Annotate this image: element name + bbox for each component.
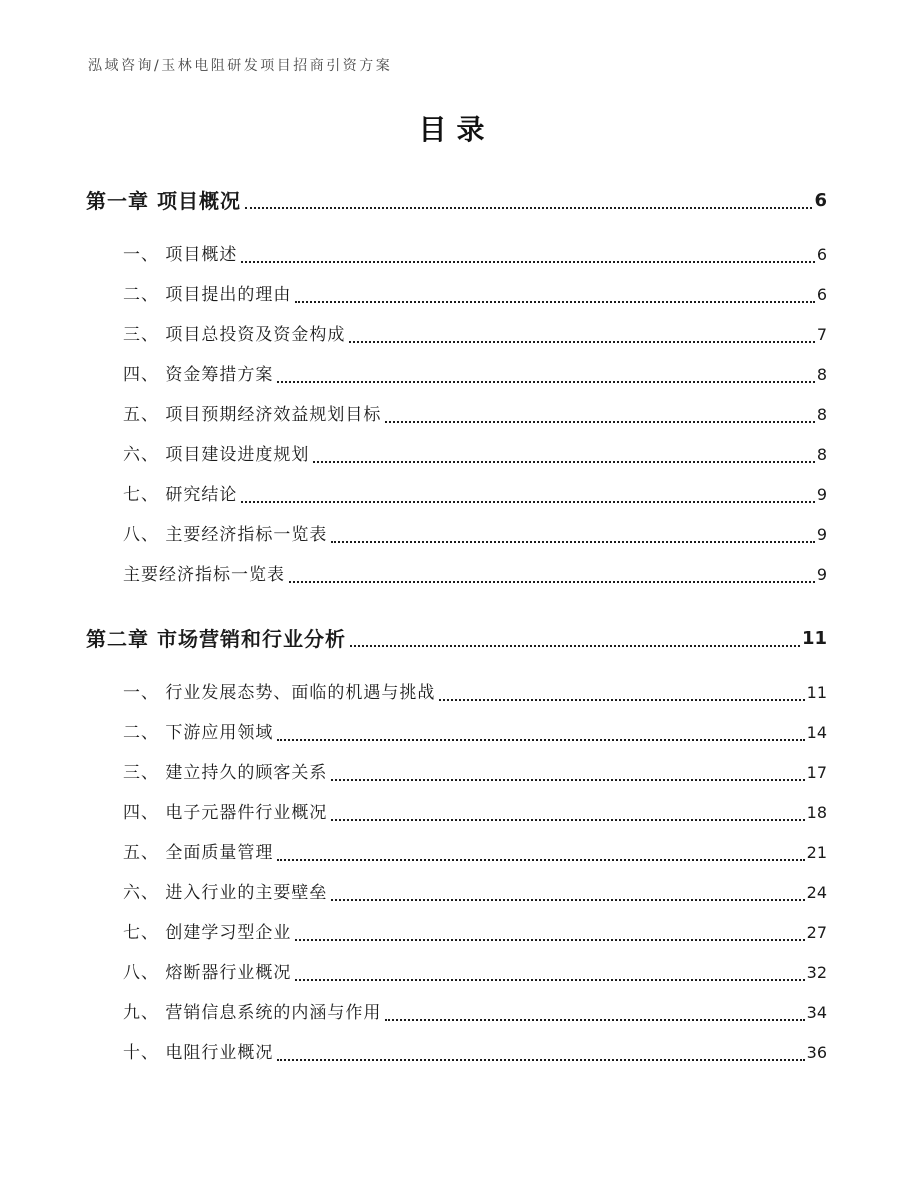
dot-leader [331,541,814,543]
toc-item-entry[interactable] [86,718,827,748]
toc-item-page: 8 [816,365,827,384]
dot-leader [331,819,804,821]
toc-item-entry[interactable] [86,240,827,270]
dot-leader [241,261,814,263]
toc-item-page: 7 [816,325,827,344]
toc-item-page: 11 [806,683,827,702]
dot-leader [349,341,814,343]
toc-content [86,108,827,1068]
toc-item-label: 七、 创建学习型企业 [123,923,292,943]
toc-item-label: 七、 研究结论 [123,485,238,505]
dot-leader [331,899,804,901]
dot-leader [241,501,814,503]
toc-item-entry[interactable] [86,560,827,590]
toc-chapter-entry[interactable] [86,624,827,654]
dot-leader [350,645,800,647]
toc-chapter-page: 11 [801,628,827,649]
toc-item-page: 9 [816,565,827,584]
toc-item-label: 四、 资金筹措方案 [123,365,274,385]
toc-chapter-label: 第二章 市场营销和行业分析 [86,627,346,651]
dot-leader [385,421,814,423]
toc-item-label: 一、 行业发展态势、面临的机遇与挑战 [123,683,436,703]
toc-item-page: 17 [806,763,827,782]
toc-item-entry[interactable] [86,918,827,948]
dot-leader [439,699,804,701]
toc-item-page: 6 [816,245,827,264]
toc-item-page: 27 [806,923,827,942]
toc-item-label: 三、 建立持久的顾客关系 [123,763,328,783]
toc-item-label: 二、 项目提出的理由 [123,285,292,305]
toc-chapter-entry[interactable] [86,186,827,216]
toc-item-page: 8 [816,445,827,464]
toc-item-entry[interactable] [86,320,827,350]
toc-item-label: 五、 全面质量管理 [123,843,274,863]
toc-item-entry[interactable] [86,520,827,550]
toc-item-entry[interactable] [86,878,827,908]
dot-leader [245,207,813,209]
toc-item-label: 四、 电子元器件行业概况 [123,803,328,823]
toc-item-page: 21 [806,843,827,862]
document-header-text: 泓域咨询/玉林电阻研发项目招商引资方案 [88,58,393,74]
toc-item-entry[interactable] [86,958,827,988]
toc-item-page: 34 [806,1003,827,1022]
dot-leader [277,1059,804,1061]
dot-leader [277,859,804,861]
toc-item-label: 六、 项目建设进度规划 [123,445,310,465]
toc-item-entry[interactable] [86,758,827,788]
toc-item-label: 八、 主要经济指标一览表 [123,525,328,545]
dot-leader [331,779,804,781]
toc-item-label: 五、 项目预期经济效益规划目标 [123,405,382,425]
toc-item-page: 8 [816,405,827,424]
toc-item-entry[interactable] [86,360,827,390]
dot-leader [295,979,804,981]
dot-leader [385,1019,804,1021]
toc-item-entry[interactable] [86,480,827,510]
toc-item-entry[interactable] [86,280,827,310]
toc-item-label: 主要经济指标一览表 [123,565,285,585]
dot-leader [277,381,814,383]
toc-item-page: 24 [806,883,827,902]
toc-item-entry[interactable] [86,798,827,828]
toc-item-page: 32 [806,963,827,982]
toc-item-label: 八、 熔断器行业概况 [123,963,292,983]
dot-leader [295,301,814,303]
toc-item-entry[interactable] [86,838,827,868]
toc-item-entry[interactable] [86,400,827,430]
toc-item-entry[interactable] [86,678,827,708]
toc-item-label: 九、 营销信息系统的内涵与作用 [123,1003,382,1023]
toc-item-page: 9 [816,525,827,544]
toc-item-entry[interactable] [86,1038,827,1068]
toc-item-entry[interactable] [86,440,827,470]
toc-item-entry[interactable] [86,998,827,1028]
dot-leader [313,461,814,463]
toc-item-page: 14 [806,723,827,742]
toc-chapter-page: 6 [814,190,827,211]
toc-item-page: 6 [816,285,827,304]
toc-item-label: 二、 下游应用领域 [123,723,274,743]
dot-leader [289,581,815,583]
toc-chapter-label: 第一章 项目概况 [86,189,241,213]
toc-item-label: 六、 进入行业的主要壁垒 [123,883,328,903]
dot-leader [295,939,804,941]
toc-item-label: 一、 项目概述 [123,245,238,265]
toc-item-label: 十、 电阻行业概况 [123,1043,274,1063]
dot-leader [277,739,804,741]
toc-item-page: 9 [816,485,827,504]
toc-item-page: 36 [806,1043,827,1062]
toc-item-label: 三、 项目总投资及资金构成 [123,325,346,345]
toc-item-page: 18 [806,803,827,822]
toc-title: 目录 [418,113,495,146]
